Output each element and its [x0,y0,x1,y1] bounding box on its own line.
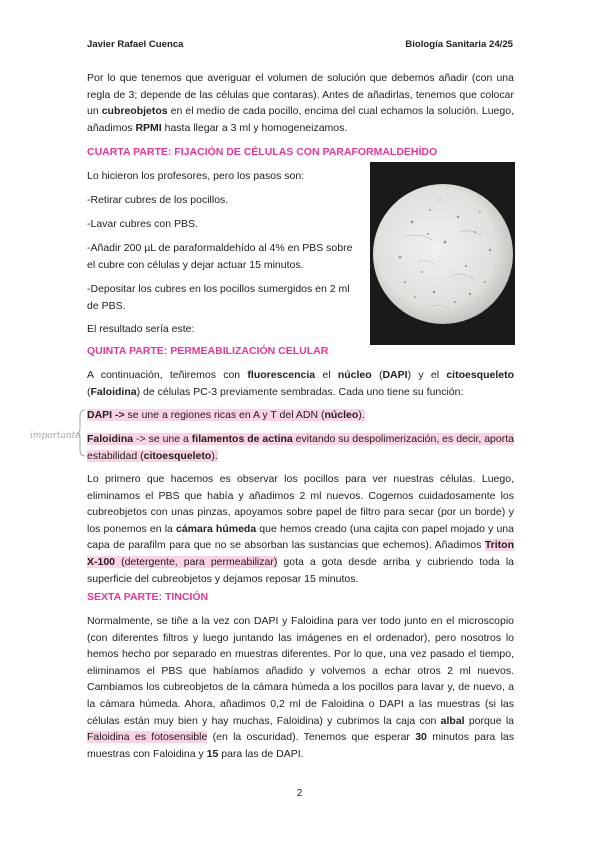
faloidina-function: Faloidina -> se une a filamentos de actina evitando su despolimerización, es decir, aporta estabilidad (citoesqueleto). [87,433,514,462]
step-wash: -Lavar cubres con PBS. [87,218,198,230]
microscope-image [370,162,515,345]
permeabilization-paragraph: Lo primero que hacemos es observar los pocillos para ver nuestras células. Luego, eliminamos el PBS que había y añadimos 2 ml nuevos. Cogemos cuidadosamente los cubreobjetos con unas pinzas, apoyamos sobre papel de filtro para secar (por un borde) y los ponemos en la cámara húmeda que hemos creado (una cajita con papel mojado y una capa de parafilm para que no se absorban las sustancias que echemos). Añadimos Triton X-100 (detergente, para permeabilizar) gota a gota desde arriba y cubriendo toda la superficie del cubreobjetos y dejamos reposar 15 minutos. [87,473,514,585]
step-remove: -Retirar cubres de los pocillos. [87,194,229,206]
page-number: 2 [296,788,303,799]
dapi-function: DAPI -> se une a regiones ricas en A y T del ADN (núcleo). [87,409,365,421]
intro-paragraph: Por lo que tenemos que averiguar el volumen de solución que debemos añadir (con una regla de 3; depende de las células que contaras). Antes de añadirlas, tenemos que colocar un cubreobjetos en el medio de cada pocillo, encima del cual echamos la solución. Luego, añadimos RPMI hasta llegar a 3 ml y homogeneizamos. [87,72,514,134]
staining-intro: A continuación, teñiremos con fluorescencia el núcleo (DAPI) y el citoesqueleto (Faloidina) de células PC-3 previamente sembradas. Cada uno tiene su función: [87,369,514,398]
importante-note: importante [30,431,81,441]
header-course: Biología Sanitaria 24/25 [405,39,513,50]
staining-paragraph: Normalmente, se tiñe a la vez con DAPI y Faloidina para ver todo junto en el microscopio (con diferentes filtros y luego juntando las imágenes en el ordenador), pero nosotros lo hemos hecho por separado en muestras diferentes. Por lo que, una vez pasado el tiempo, eliminamos el PBS que habíamos añadido y volvemos a echar otros 2 ml nuevos. Cambiamos los cubreobjetos de la cámara húmeda a los pocillos para lavar y, de nuevo, a la cámara húmeda. Ahora, añadimos 0,2 ml de Faloidina o DAPI a las muestras (si las células están muy bien y hay muchas, Faloidina) y cubrimos la caja con albal porque la Faloidina es fotosensible (en la oscuridad). Tenemos que esperar 30 minutos para las muestras con Faloidina y 15 para las de DAPI. [87,615,514,760]
header-author: Javier Rafael Cuenca [87,39,184,50]
section5-heading: QUINTA PARTE: PERMEABILIZACIÓN CELULAR [87,345,329,357]
section4-heading: CUARTA PARTE: FIJACIÓN DE CÉLULAS CON PARAFORMALDEHÍDO [87,146,438,158]
section4-intro: Lo hicieron los profesores, pero los pasos son: [87,170,305,182]
result-label: El resultado sería este: [87,323,195,335]
step-fix: -Añadir 200 µL de paraformaldehído al 4% en PBS sobre el cubre con células y dejar actuar 15 minutos. [87,242,353,271]
section6-heading: SEXTA PARTE: TINCIÓN [87,591,209,603]
step-deposit: -Depositar los cubres en los pocillos sumergidos en 2 ml de PBS. [87,283,350,312]
